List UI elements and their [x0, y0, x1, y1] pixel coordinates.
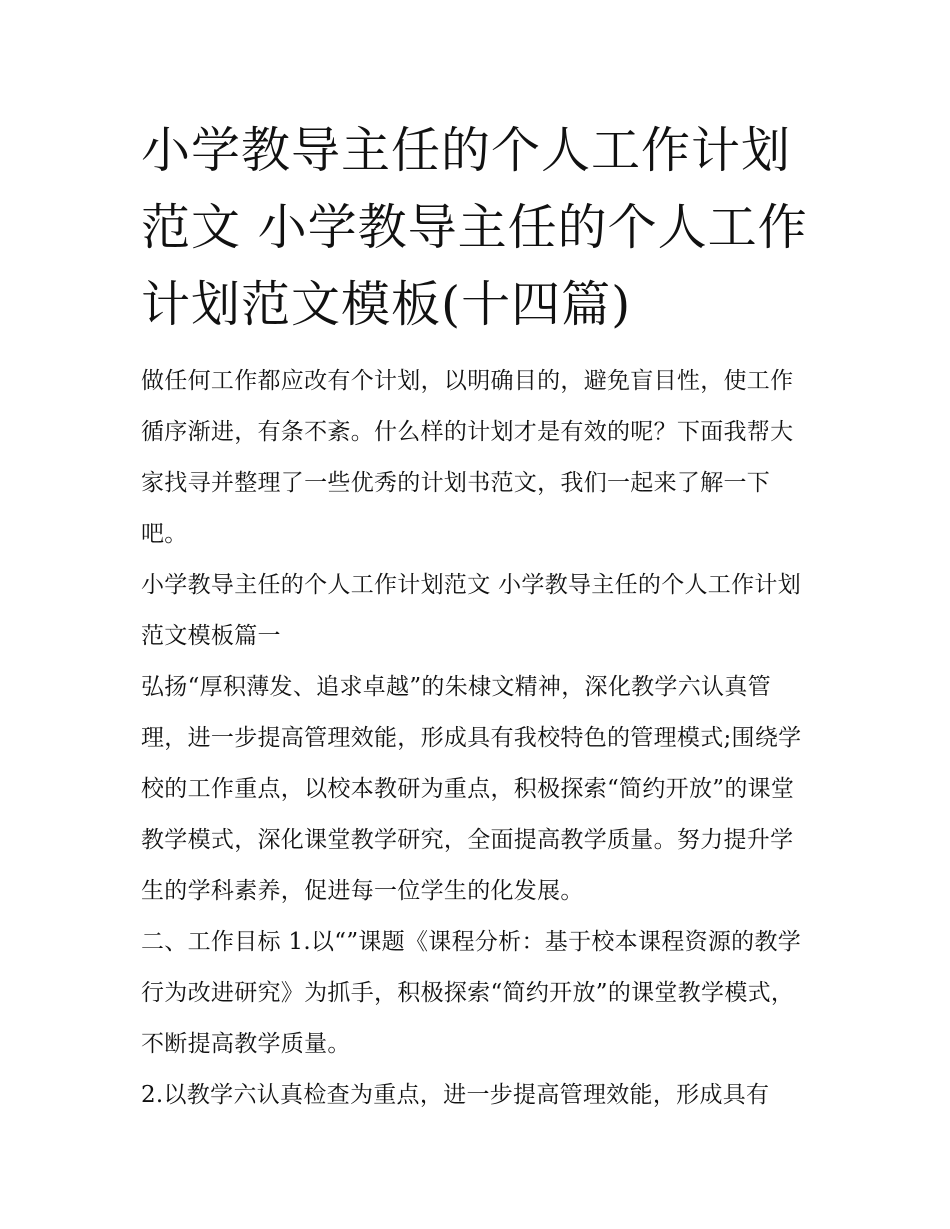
section-heading: 小学教导主任的个人工作计划范文 小学教导主任的个人工作计划范文模板篇一: [141, 572, 802, 649]
body-paragraph: 弘扬“厚积薄发、追求卓越”的朱棣文精神，深化教学六认真管理，进一步提高管理效能，形成具有我校特色的管理模式;围绕学校的工作重点，以校本教研为重点，积极探索“简约开放”的课堂教学模式，深化课堂教学研究，全面提高教学质量。努力提升学生的学科素养，促进每一位学生的化发展。: [141, 674, 802, 904]
goals-paragraph: 二、工作目标 1.以“”课题《课程分析：基于校本课程资源的教学行为改进研究》为抓手，积极探索“简约开放”的课堂教学模式，不断提高教学质量。: [141, 929, 802, 1057]
goals-item-paragraph: 2.以教学六认真检查为重点，进一步提高管理效能，形成具有: [141, 1082, 770, 1108]
document-title: 小学教导主任的个人工作计划范文 小学教导主任的个人工作计划范文模板(十四篇): [141, 122, 808, 333]
intro-paragraph: 做任何工作都应改有个计划，以明确目的，避免盲目性，使工作循序渐进，有条不紊。什么样的计划才是有效的呢？下面我帮大家找寻并整理了一些优秀的计划书范文，我们一起来了解一下吧。: [141, 368, 794, 547]
document-body: [141, 356, 815, 1121]
